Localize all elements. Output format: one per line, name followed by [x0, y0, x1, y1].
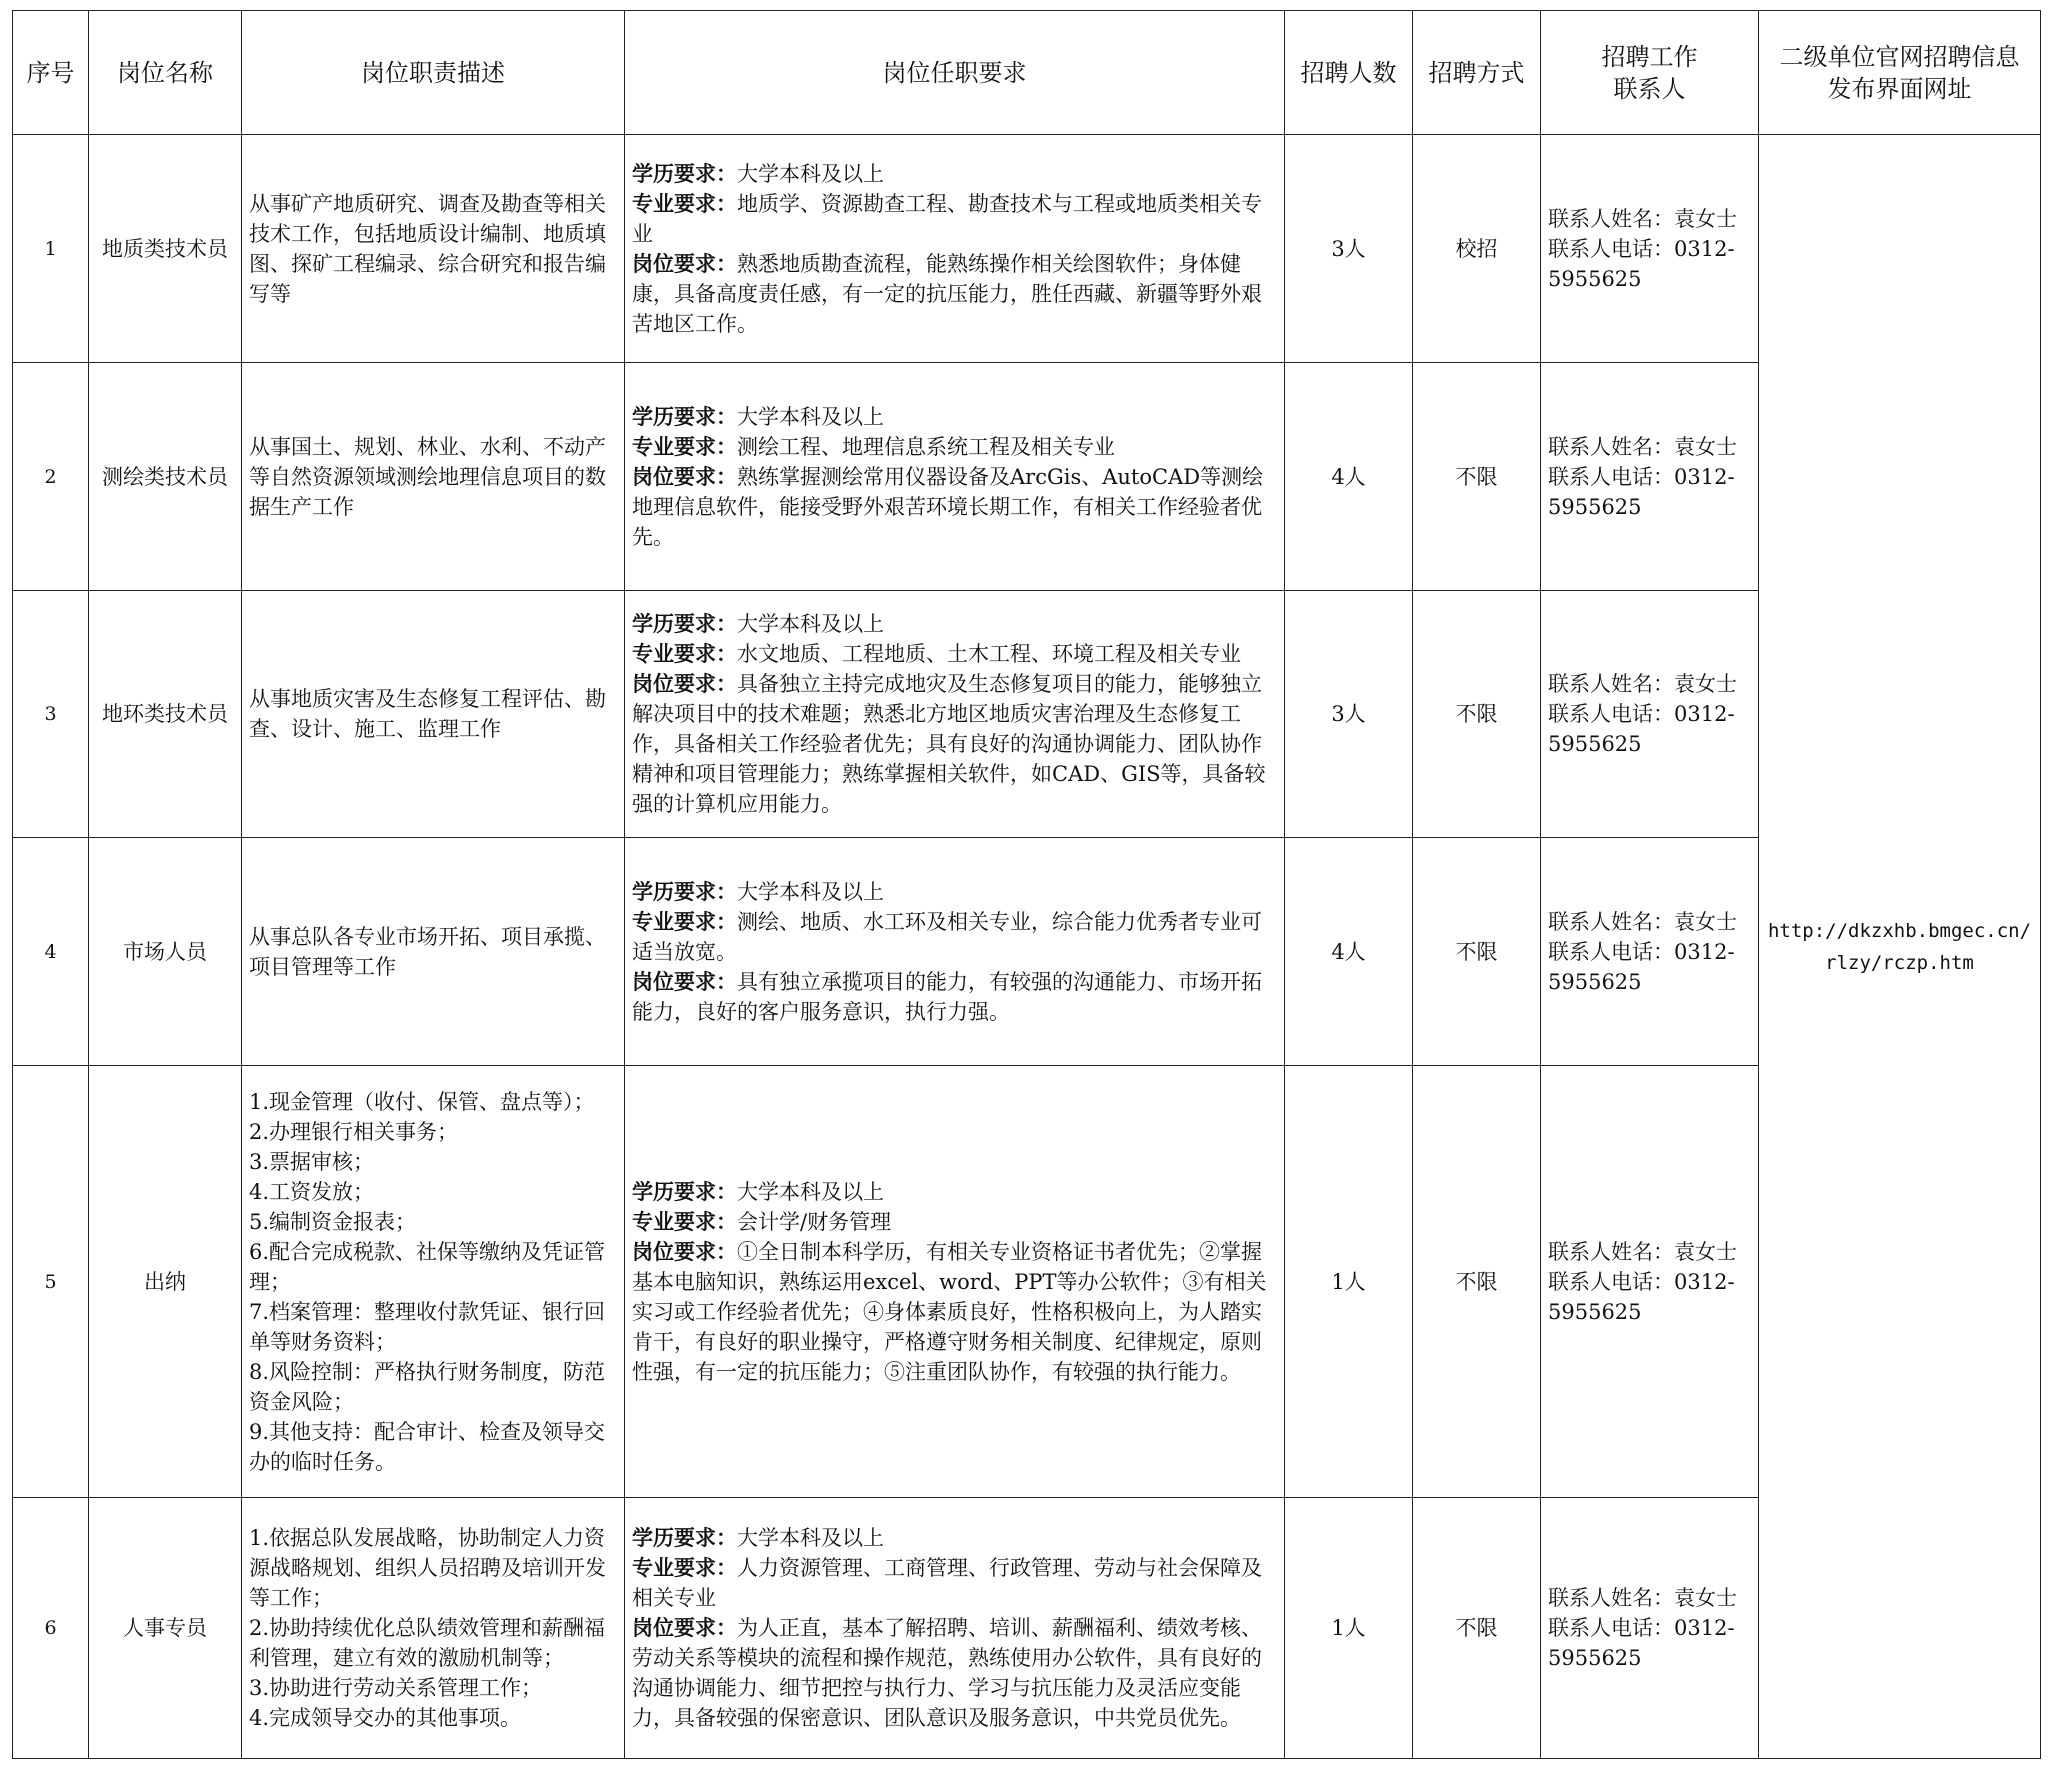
header-url-label: [1780, 43, 2020, 103]
requirement-text: 人力资源管理、工商管理、行政管理、劳动与社会保障及相关专业: [632, 1556, 1262, 1610]
requirement-text: 为人正直，基本了解招聘、培训、薪酬福利、绩效考核、劳动关系等模块的流程和操作规范，熟练使用办公软件，具有良好的沟通协调能力、细节把控与执行力、学习与抗压能力及灵活应变能力，具备较强的保密意识、团队意识及服务意识，中共党员优先。: [632, 1616, 1262, 1730]
row-requirements: [625, 591, 1285, 838]
responsibility-line: 5.编制资金报表；: [249, 1209, 417, 1234]
requirement-line: [632, 1237, 1277, 1387]
contact-line: 联系人电话：0312-5955625: [1548, 939, 1735, 994]
requirement-text: 测绘、地质、水工环及相关专业，综合能力优秀者专业可适当放宽。: [632, 909, 1262, 964]
row-seq: 1: [13, 135, 89, 363]
row-job-title: 地质类技术员: [89, 135, 242, 363]
responsibility-line: 从事总队各专业市场开拓、项目承揽、项目管理等工作: [249, 924, 606, 979]
requirement-text: 大学本科及以上: [737, 612, 884, 636]
header-contact-line: 招聘工作: [1601, 42, 1698, 71]
responsibility-line: 6.配合完成税款、社保等缴纳及凭证管理；: [249, 1239, 606, 1294]
contact-line: 联系人电话：0312-5955625: [1548, 702, 1735, 756]
requirement-line: [632, 159, 1277, 189]
requirement-text: 具备独立主持完成地灾及生态修复项目的能力，能够独立解决项目中的技术难题；熟悉北方地区地质灾害治理及生态修复工作，具备相关工作经验者优先；具有良好的沟通协调能力、团队协作精神和项目管理能力；熟练掌握相关软件，如CAD、GIS等，具备较强的计算机应用能力。: [632, 672, 1266, 816]
row-hire-method: 不限: [1413, 1066, 1541, 1498]
row-responsibilities: [242, 1498, 625, 1759]
row-hire-method: 不限: [1413, 591, 1541, 838]
contact-line: 联系人姓名：袁女士: [1548, 434, 1737, 459]
row-responsibilities: [242, 135, 625, 363]
requirement-text: 大学本科及以上: [737, 404, 884, 429]
header-url-line: 发布界面网址: [1827, 74, 1972, 103]
header-url: [1759, 11, 2041, 135]
requirement-line: [632, 1613, 1277, 1733]
requirement-line: [632, 189, 1277, 249]
row-responsibilities: [242, 591, 625, 838]
table-row: [13, 1498, 2041, 1759]
requirement-text: 熟悉地质勘查流程，能熟练操作相关绘图软件；身体健康，具备高度责任感，有一定的抗压能力，胜任西藏、新疆等野外艰苦地区工作。: [632, 251, 1262, 336]
contact-line: 联系人姓名：袁女士: [1548, 1586, 1737, 1610]
requirement-text: 会计学/财务管理: [737, 1209, 892, 1234]
row-hire-count: 4人: [1285, 363, 1413, 591]
row-job-title: 人事专员: [89, 1498, 242, 1759]
row-hire-method: 不限: [1413, 1498, 1541, 1759]
requirement-label: 学历要求：: [632, 1178, 737, 1204]
requirement-label: 岗位要求：: [632, 1615, 737, 1640]
requirement-label: 专业要求：: [632, 433, 737, 459]
requirement-text: ①全日制本科学历，有相关专业资格证书者优先；②掌握基本电脑知识，熟练运用excel、word、PPT等办公软件；③有相关实习或工作经验者优先；④身体素质良好，性格积极向上，为人踏实肯干，有良好的职业操守，严格遵守财务相关制度、纪律规定，原则性强，有一定的抗压能力；⑤注重团队协作，有较强的执行能力。: [632, 1239, 1267, 1384]
row-requirements: [625, 1066, 1285, 1498]
responsibility-line: 8.风险控制：严格执行财务制度，防范资金风险；: [249, 1359, 606, 1414]
requirement-text: 大学本科及以上: [737, 161, 884, 186]
requirement-label: 学历要求：: [632, 160, 737, 186]
header-method: 招聘方式: [1413, 11, 1541, 135]
responsibility-line: 1.现金管理（收付、保管、盘点等）；: [249, 1089, 595, 1114]
contact-line: 联系人电话：0312-5955625: [1548, 236, 1735, 291]
header-contact-line: 联系人: [1613, 74, 1686, 103]
responsibility-line: 3.票据审核；: [249, 1149, 375, 1174]
responsibility-line: 4.工资发放；: [249, 1179, 375, 1204]
recruitment-table: [12, 10, 2041, 1759]
contact-line: 联系人电话：0312-5955625: [1548, 1616, 1735, 1670]
header-title: 岗位名称: [89, 11, 242, 135]
row-hire-count: 1人: [1285, 1066, 1413, 1498]
requirement-text: 熟练掌握测绘常用仪器设备及ArcGis、AutoCAD等测绘地理信息软件，能接受野外艰苦环境长期工作，有相关工作经验者优先。: [632, 464, 1264, 549]
header-seq: 序号: [13, 11, 89, 135]
contact-line: 联系人姓名：袁女士: [1548, 1239, 1737, 1264]
contact-line: 联系人姓名：袁女士: [1548, 206, 1737, 231]
row-contact: [1541, 1498, 1759, 1759]
row-hire-count: 3人: [1285, 591, 1413, 838]
requirement-label: 专业要求：: [632, 641, 737, 666]
row-job-title: 市场人员: [89, 838, 242, 1066]
requirement-line: [632, 1523, 1277, 1553]
requirement-label: 岗位要求：: [632, 1238, 737, 1264]
requirement-label: 岗位要求：: [632, 463, 737, 489]
responsibility-line: 2.协助持续优化总队绩效管理和薪酬福利管理，建立有效的激励机制等；: [249, 1616, 606, 1670]
requirement-label: 专业要求：: [632, 190, 737, 216]
row-hire-count: 3人: [1285, 135, 1413, 363]
row-seq: 4: [13, 838, 89, 1066]
requirement-line: [632, 249, 1277, 339]
requirement-line: [632, 669, 1277, 819]
row-contact: [1541, 135, 1759, 363]
header-requirements: 岗位任职要求: [625, 11, 1285, 135]
contact-line: 联系人姓名：袁女士: [1548, 909, 1737, 934]
row-hire-count: 4人: [1285, 838, 1413, 1066]
requirement-label: 专业要求：: [632, 1555, 737, 1580]
requirement-text: 具有独立承揽项目的能力，有较强的沟通能力、市场开拓能力，良好的客户服务意识，执行力强。: [632, 969, 1262, 1024]
responsibility-line: 从事地质灾害及生态修复工程评估、勘查、设计、施工、监理工作: [249, 687, 606, 741]
table-row: [13, 135, 2041, 363]
requirement-text: 测绘工程、地理信息系统工程及相关专业: [737, 434, 1115, 459]
row-contact: [1541, 591, 1759, 838]
row-requirements: [625, 135, 1285, 363]
table-body: [13, 135, 2041, 1759]
table-row: [13, 1066, 2041, 1498]
requirement-label: 岗位要求：: [632, 671, 737, 696]
row-responsibilities: [242, 363, 625, 591]
row-job-title: 测绘类技术员: [89, 363, 242, 591]
responsibility-line: 2.办理银行相关事务；: [249, 1119, 459, 1144]
header-contact-label: [1602, 43, 1698, 103]
requirement-label: 学历要求：: [632, 403, 737, 429]
row-seq: 3: [13, 591, 89, 838]
table-row: [13, 591, 2041, 838]
row-contact: [1541, 1066, 1759, 1498]
row-hire-method: 不限: [1413, 838, 1541, 1066]
requirement-line: [632, 432, 1277, 462]
header-responsibilities: 岗位职责描述: [242, 11, 625, 135]
contact-line: 联系人姓名：袁女士: [1548, 672, 1737, 696]
requirement-line: [632, 639, 1277, 669]
row-hire-method: 不限: [1413, 363, 1541, 591]
recruitment-url-link[interactable]: http://dkzxhb.bmgec.cn/rlzy/rczp.htm: [1759, 135, 2041, 1759]
requirement-text: 水文地质、工程地质、土木工程、环境工程及相关专业: [737, 642, 1241, 666]
requirement-text: 大学本科及以上: [737, 1526, 884, 1550]
requirement-line: [632, 1207, 1277, 1237]
requirement-text: 大学本科及以上: [737, 879, 884, 904]
row-responsibilities: [242, 1066, 625, 1498]
requirement-line: [632, 1553, 1277, 1613]
table-row: [13, 363, 2041, 591]
row-contact: [1541, 838, 1759, 1066]
table-row: [13, 838, 2041, 1066]
contact-line: 联系人电话：0312-5955625: [1548, 464, 1735, 519]
row-requirements: [625, 1498, 1285, 1759]
row-seq: 6: [13, 1498, 89, 1759]
recruitment-table-sheet: [12, 10, 2040, 1759]
requirement-label: 学历要求：: [632, 1525, 737, 1550]
requirement-label: 专业要求：: [632, 1208, 737, 1234]
requirement-label: 专业要求：: [632, 908, 737, 934]
requirement-line: [632, 402, 1277, 432]
row-responsibilities: [242, 838, 625, 1066]
requirement-text: 地质学、资源勘查工程、勘查技术与工程或地质类相关专业: [632, 191, 1262, 246]
row-requirements: [625, 838, 1285, 1066]
requirement-line: [632, 462, 1277, 552]
requirement-label: 岗位要求：: [632, 250, 737, 276]
requirement-text: 大学本科及以上: [737, 1179, 884, 1204]
responsibility-line: 从事矿产地质研究、调查及勘查等相关技术工作，包括地质设计编制、地质填图、探矿工程编录、综合研究和报告编写等: [249, 191, 606, 306]
responsibility-line: 7.档案管理：整理收付款凭证、银行回单等财务资料；: [249, 1299, 606, 1354]
requirement-label: 岗位要求：: [632, 968, 737, 994]
responsibility-line: 1.依据总队发展战略，协助制定人力资源战略规划、组织人员招聘及培训开发等工作；: [249, 1526, 606, 1610]
row-contact: [1541, 363, 1759, 591]
row-hire-method: 校招: [1413, 135, 1541, 363]
requirement-label: 学历要求：: [632, 878, 737, 904]
row-hire-count: 1人: [1285, 1498, 1413, 1759]
table-header: [13, 11, 2041, 135]
row-job-title: 地环类技术员: [89, 591, 242, 838]
header-url-line: 二级单位官网招聘信息: [1779, 42, 2020, 71]
responsibility-line: 9.其他支持：配合审计、检查及领导交办的临时任务。: [249, 1419, 606, 1474]
row-seq: 2: [13, 363, 89, 591]
row-seq: 5: [13, 1066, 89, 1498]
contact-line: 联系人电话：0312-5955625: [1548, 1269, 1735, 1324]
requirement-line: [632, 609, 1277, 639]
requirement-line: [632, 1177, 1277, 1207]
requirement-label: 学历要求：: [632, 611, 737, 636]
requirement-line: [632, 967, 1277, 1027]
row-job-title: 出纳: [89, 1066, 242, 1498]
requirement-line: [632, 877, 1277, 907]
row-requirements: [625, 363, 1285, 591]
requirement-line: [632, 907, 1277, 967]
header-contact: [1541, 11, 1759, 135]
responsibility-line: 4.完成领导交办的其他事项。: [249, 1706, 522, 1730]
responsibility-line: 从事国土、规划、林业、水利、不动产等自然资源领域测绘地理信息项目的数据生产工作: [249, 434, 606, 519]
header-count: 招聘人数: [1285, 11, 1413, 135]
responsibility-line: 3.协助进行劳动关系管理工作；: [249, 1676, 543, 1700]
